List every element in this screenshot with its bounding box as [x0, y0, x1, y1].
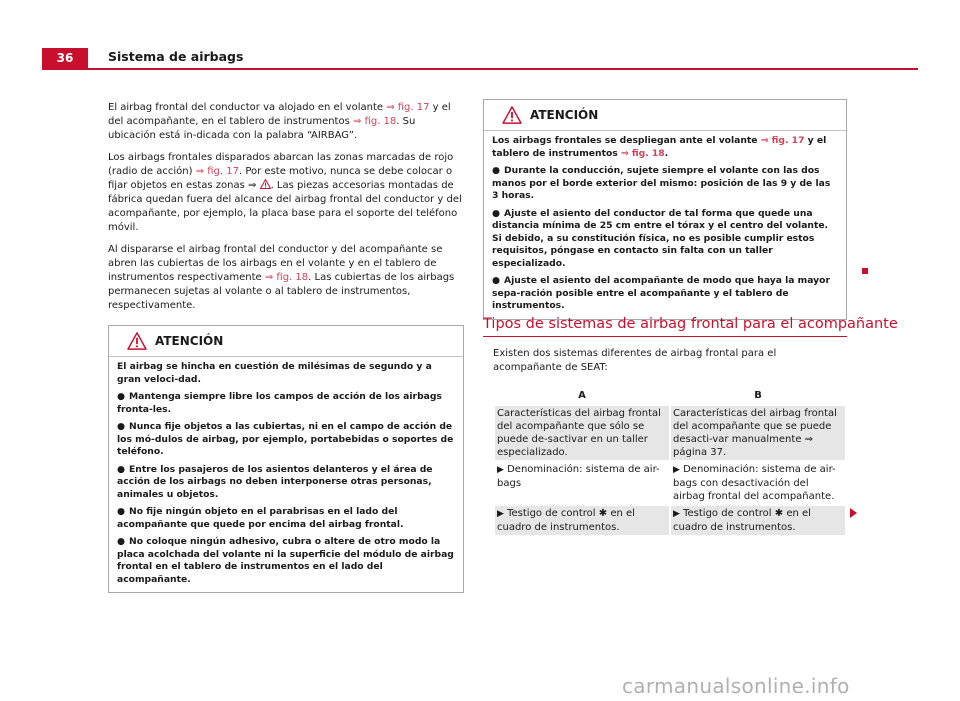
header-rule: [42, 68, 918, 70]
warning-item: ● Mantenga siempre libre los campos de acción de los airbags fronta-les.: [117, 391, 442, 415]
table-cell: Características del airbag frontal del acompañante que se puede desacti-var manualmente ⇒ página 37.: [671, 406, 845, 460]
table-cell: ▶ Denominación: sistema de air-bags: [495, 462, 669, 504]
warning-item: ● Durante la conducción, sujete siempre el volante con las dos manos por el borde exterior del mismo: posición de las 9 y de las 3 horas.: [492, 165, 831, 201]
section-rule: [483, 336, 847, 337]
warning-box-left: [108, 325, 464, 593]
paragraph-airbag-location: El airbag frontal del conductor va alojado en el volante ⇒ fig. 17 y el del acompañante, en el tablero de instrumentos ⇒ fig. 18. Su ubicación está in-dicada con la palabra “AIRBAG”.: [108, 102, 451, 141]
airbag-warning-lamp-icon: ✱: [774, 508, 784, 519]
figure-reference-link[interactable]: ⇒ fig. 17: [386, 102, 430, 113]
section-intro: Existen dos sistemas diferentes de airbag frontal para el acompañante de SEAT:: [493, 348, 777, 373]
warning-title: ATENCIÓN: [155, 334, 224, 348]
figure-reference-link[interactable]: ⇒ fig. 17: [195, 166, 239, 177]
warning-title: ATENCIÓN: [530, 108, 599, 122]
table-cell: Características del airbag frontal del acompañante que sólo se puede de-sactivar en un taller especializado.: [495, 406, 669, 460]
warning-body: [484, 131, 846, 319]
paragraph-deployment-zones: Los airbags frontales disparados abarcan las zonas marcadas de rojo (radio de acción) ⇒ fig. 17. Por este motivo, nunca se debe colocar o fijar objetos en estas zonas ⇒ . Las piezas accesorias montadas de fábrica quedan fuera del alcance del airbag frontal del conductor y del acompañante, por ejemplo, la placa base para el soporte del teléfono móvil.: [108, 152, 462, 233]
left-column: [108, 101, 464, 593]
warning-body: [109, 357, 463, 592]
warning-triangle-icon: [502, 106, 522, 124]
warning-triangle-icon: [260, 179, 271, 189]
table-cell: ▶ Testigo de control ✱ en el cuadro de instrumentos.: [671, 506, 845, 535]
page-number: 36: [42, 48, 88, 68]
airbag-warning-lamp-icon: ✱: [598, 508, 608, 519]
figure-reference-link[interactable]: ⇒ fig. 18: [620, 147, 665, 159]
warning-intro: El airbag se hincha en cuestión de milésimas de segundo y a gran veloci-dad.: [117, 361, 432, 385]
page-header-title: Sistema de airbags: [108, 49, 244, 64]
table-row: [495, 462, 845, 504]
table-cell: ▶ Denominación: sistema de air-bags con desactivación del airbag frontal del acompañante.: [671, 462, 845, 504]
section-title: Tipos de sistemas de airbag frontal para el acompañante: [483, 316, 898, 332]
table-cell: ▶ Testigo de control ✱ en el cuadro de instrumentos.: [495, 506, 669, 535]
warning-triangle-icon: [127, 332, 147, 350]
figure-reference-link[interactable]: ⇒ fig. 18: [352, 116, 397, 127]
arrow-right-icon: ▶: [497, 465, 504, 475]
warning-reference-link[interactable]: [260, 180, 271, 191]
warning-header: [109, 326, 463, 357]
warning-item: ● Ajuste el asiento del conductor de tal forma que quede una distancia mínima de 25 cm entre el tórax y el centro del volante. Si debido, a su constitución física, no es posible cumplir estos requisitos, póngase en contacto sin falta con un taller especializado.: [492, 207, 829, 269]
arrow-right-icon: ▶: [673, 465, 680, 475]
warning-item: ● No fije ningún objeto en el parabrisas en el lado del acompañante que quede por encima del airbag frontal.: [117, 506, 404, 530]
warning-header: [484, 100, 846, 131]
paragraph-airbag-covers: Al dispararse el airbag frontal del conductor y del acompañante se abren las cubiertas de los airbags en el volante y en el tablero de instrumentos respectivamente ⇒ fig. 18. Las cubiertas de los airbags permanecen sujetas al volante o al tablero de instrumentos, respectivamente.: [108, 244, 455, 311]
warning-item: ● Ajuste el asiento del acompañante de modo que haya la mayor sepa-ración posible entre el acompañante y el tablero de instrumentos.: [492, 275, 830, 311]
figure-reference-link[interactable]: ⇒ fig. 18: [264, 272, 309, 283]
table-header-a: A: [495, 386, 669, 404]
right-column: [483, 99, 847, 320]
table-header-b: B: [671, 386, 845, 404]
continue-arrow-icon: [850, 508, 857, 518]
arrow-right-icon: ▶: [673, 509, 680, 519]
warning-item: ● Nunca fije objetos a las cubiertas, ni en el campo de acción de los mó-dulos de airbag, por ejemplo, portabebidas o soportes de teléfono.: [117, 421, 454, 457]
arrow-right-icon: ▶: [497, 509, 504, 519]
section-end-mark: [862, 268, 868, 274]
warning-intro: Los airbags frontales se despliegan ante el volante ⇒ fig. 17 y el tablero de instrumentos ⇒ fig. 18.: [492, 135, 827, 159]
warning-item: ● No coloque ningún adhesivo, cubra o altere de otro modo la placa acolchada del volante ni la superficie del módulo de airbag frontal en el tablero de instrumentos en el lado del acompañante.: [117, 536, 454, 585]
warning-item: ● Entre los pasajeros de los asientos delanteros y el área de acción de los airbags no deben interponerse otras personas, animales u objetos.: [117, 463, 433, 500]
warning-box-right: [483, 99, 847, 320]
table-row: [495, 506, 845, 535]
figure-reference-link[interactable]: ⇒ fig. 17: [760, 135, 805, 146]
watermark: carmanualsonline.info: [622, 674, 850, 698]
airbag-systems-table: [493, 384, 847, 537]
table-row: [495, 406, 845, 460]
